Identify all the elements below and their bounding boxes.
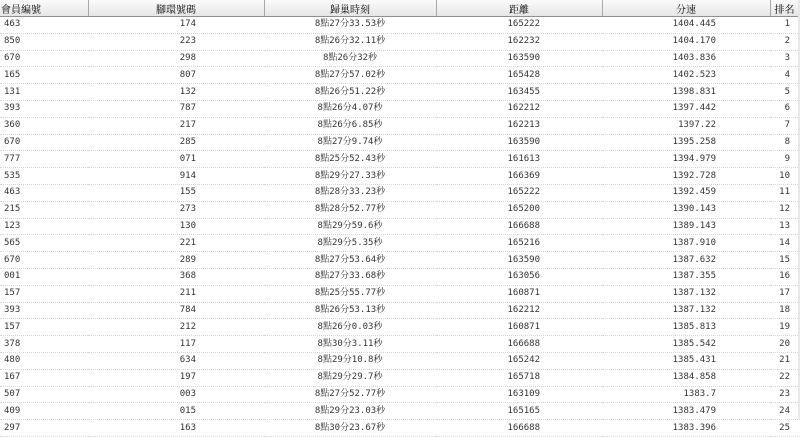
rank-cell: 24 — [770, 403, 800, 420]
rank-cell: 18 — [770, 302, 800, 319]
arrival-time-cell: 8點27分57.02秒 — [264, 67, 436, 84]
distance-cell: 162212 — [436, 302, 602, 319]
ring-number-cell: 289 — [88, 252, 264, 269]
arrival-time-cell: 8點26分32.11秒 — [264, 33, 436, 50]
ring-number-cell: 174 — [88, 17, 264, 34]
ring-number-cell: 285 — [88, 134, 264, 151]
speed-cell: 1383.479 — [602, 403, 770, 420]
arrival-time-cell: 8點29分23.03秒 — [264, 403, 436, 420]
rank-cell: 12 — [770, 201, 800, 218]
speed-cell: 1404.170 — [602, 33, 770, 50]
distance-cell: 163590 — [436, 252, 602, 269]
member-id-cell: 297 — [0, 420, 88, 437]
ring-number-cell: 015 — [88, 403, 264, 420]
member-id-cell: 378 — [0, 336, 88, 353]
arrival-time-cell: 8點30分23.67秒 — [264, 420, 436, 437]
rank-cell: 2 — [770, 33, 800, 50]
ring-number-cell: 217 — [88, 117, 264, 134]
rank-cell: 8 — [770, 134, 800, 151]
table-row[interactable] — [0, 403, 800, 420]
table-row[interactable] — [0, 319, 800, 336]
distance-cell: 163590 — [436, 50, 602, 67]
speed-cell: 1384.858 — [602, 369, 770, 386]
rank-cell: 15 — [770, 252, 800, 269]
distance-cell: 166369 — [436, 168, 602, 185]
member-id-cell: 157 — [0, 285, 88, 302]
table-row[interactable] — [0, 184, 800, 201]
member-id-cell: 463 — [0, 17, 88, 34]
rank-cell: 25 — [770, 420, 800, 437]
table-row[interactable] — [0, 67, 800, 84]
member-id-cell: 165 — [0, 67, 88, 84]
table-row[interactable] — [0, 268, 800, 285]
member-id-cell: 670 — [0, 50, 88, 67]
arrival-time-cell: 8點26分51.22秒 — [264, 84, 436, 101]
arrival-time-cell: 8點28分52.77秒 — [264, 201, 436, 218]
ring-number-cell: 807 — [88, 67, 264, 84]
table-row[interactable] — [0, 100, 800, 117]
distance-cell: 165222 — [436, 17, 602, 34]
table-row[interactable] — [0, 168, 800, 185]
member-id-cell: 360 — [0, 117, 88, 134]
distance-cell: 165165 — [436, 403, 602, 420]
distance-cell: 162232 — [436, 33, 602, 50]
speed-cell: 1390.143 — [602, 201, 770, 218]
ring-number-cell: 914 — [88, 168, 264, 185]
distance-cell: 163056 — [436, 268, 602, 285]
distance-cell: 165242 — [436, 352, 602, 369]
table-row[interactable] — [0, 285, 800, 302]
speed-cell: 1392.728 — [602, 168, 770, 185]
speed-cell: 1395.258 — [602, 134, 770, 151]
table-row[interactable] — [0, 134, 800, 151]
speed-cell: 1387.355 — [602, 268, 770, 285]
rank-cell: 11 — [770, 184, 800, 201]
member-id-cell: 565 — [0, 235, 88, 252]
table-row[interactable] — [0, 17, 800, 34]
member-id-cell: 850 — [0, 33, 88, 50]
distance-cell: 160871 — [436, 319, 602, 336]
arrival-time-cell: 8點26分32秒 — [264, 50, 436, 67]
member-id-cell: 393 — [0, 100, 88, 117]
speed-cell: 1387.632 — [602, 252, 770, 269]
speed-cell: 1392.459 — [602, 184, 770, 201]
table-row[interactable] — [0, 84, 800, 101]
member-id-cell: 001 — [0, 268, 88, 285]
table-row[interactable] — [0, 252, 800, 269]
arrival-time-cell: 8點27分53.64秒 — [264, 252, 436, 269]
arrival-time-cell: 8點26分4.07秒 — [264, 100, 436, 117]
member-id-cell: 157 — [0, 319, 88, 336]
table-row[interactable] — [0, 151, 800, 168]
rank-cell: 1 — [770, 17, 800, 34]
arrival-time-cell: 8點30分3.11秒 — [264, 336, 436, 353]
distance-cell: 166688 — [436, 336, 602, 353]
ring-number-cell: 784 — [88, 302, 264, 319]
ring-number-cell: 221 — [88, 235, 264, 252]
ring-number-cell: 273 — [88, 201, 264, 218]
speed-cell: 1385.813 — [602, 319, 770, 336]
speed-cell: 1398.831 — [602, 84, 770, 101]
column-header-speed[interactable]: 分速 — [602, 0, 770, 17]
speed-cell: 1387.132 — [602, 285, 770, 302]
distance-cell: 162213 — [436, 117, 602, 134]
arrival-time-cell: 8點29分59.6秒 — [264, 218, 436, 235]
column-header-rank[interactable]: 排名 — [770, 0, 800, 17]
ring-number-cell: 155 — [88, 184, 264, 201]
speed-cell: 1383.396 — [602, 420, 770, 437]
ring-number-cell: 223 — [88, 33, 264, 50]
table-row[interactable] — [0, 369, 800, 386]
rank-cell: 6 — [770, 100, 800, 117]
arrival-time-cell: 8點26分53.13秒 — [264, 302, 436, 319]
member-id-cell: 535 — [0, 168, 88, 185]
distance-cell: 163109 — [436, 386, 602, 403]
rank-cell: 4 — [770, 67, 800, 84]
arrival-time-cell: 8點29分5.35秒 — [264, 235, 436, 252]
table-row[interactable] — [0, 33, 800, 50]
header-row — [0, 0, 800, 17]
speed-cell: 1397.22 — [602, 117, 770, 134]
arrival-time-cell: 8點25分52.43秒 — [264, 151, 436, 168]
column-header-arrival-time[interactable]: 歸巢時刻 — [264, 0, 436, 17]
member-id-cell: 670 — [0, 134, 88, 151]
ring-number-cell: 787 — [88, 100, 264, 117]
column-header-member-id[interactable]: 會員編號 — [0, 0, 88, 17]
ring-number-cell: 130 — [88, 218, 264, 235]
arrival-time-cell: 8點27分9.74秒 — [264, 134, 436, 151]
table-row[interactable] — [0, 352, 800, 369]
arrival-time-cell: 8點26分0.03秒 — [264, 319, 436, 336]
ring-number-cell: 212 — [88, 319, 264, 336]
table-row[interactable] — [0, 201, 800, 218]
arrival-time-cell: 8點27分33.53秒 — [264, 17, 436, 34]
distance-cell: 166688 — [436, 218, 602, 235]
member-id-cell: 480 — [0, 352, 88, 369]
speed-cell: 1404.445 — [602, 17, 770, 34]
arrival-time-cell: 8點26分6.85秒 — [264, 117, 436, 134]
table-row[interactable] — [0, 117, 800, 134]
ring-number-cell: 117 — [88, 336, 264, 353]
speed-cell: 1385.431 — [602, 352, 770, 369]
speed-cell: 1387.132 — [602, 302, 770, 319]
column-header-distance[interactable]: 距離 — [436, 0, 602, 17]
arrival-time-cell: 8點25分55.77秒 — [264, 285, 436, 302]
rank-cell: 13 — [770, 218, 800, 235]
speed-cell: 1385.542 — [602, 336, 770, 353]
rank-cell: 23 — [770, 386, 800, 403]
rank-cell: 17 — [770, 285, 800, 302]
member-id-cell: 123 — [0, 218, 88, 235]
member-id-cell: 409 — [0, 403, 88, 420]
distance-cell: 163590 — [436, 134, 602, 151]
distance-cell: 163455 — [436, 84, 602, 101]
arrival-time-cell: 8點29分29.7秒 — [264, 369, 436, 386]
member-id-cell: 167 — [0, 369, 88, 386]
rank-cell: 5 — [770, 84, 800, 101]
rank-cell: 9 — [770, 151, 800, 168]
rank-cell: 22 — [770, 369, 800, 386]
table-row[interactable] — [0, 218, 800, 235]
ring-number-cell: 298 — [88, 50, 264, 67]
ring-number-cell: 132 — [88, 84, 264, 101]
ring-number-cell: 368 — [88, 268, 264, 285]
arrival-time-cell: 8點29分27.33秒 — [264, 168, 436, 185]
ring-number-cell: 197 — [88, 369, 264, 386]
arrival-time-cell: 8點27分33.68秒 — [264, 268, 436, 285]
member-id-cell: 215 — [0, 201, 88, 218]
member-id-cell: 670 — [0, 252, 88, 269]
ring-number-cell: 211 — [88, 285, 264, 302]
ring-number-cell: 634 — [88, 352, 264, 369]
speed-cell: 1387.910 — [602, 235, 770, 252]
member-id-cell: 393 — [0, 302, 88, 319]
table-row[interactable] — [0, 420, 800, 437]
member-id-cell: 777 — [0, 151, 88, 168]
distance-cell: 165200 — [436, 201, 602, 218]
member-id-cell: 463 — [0, 184, 88, 201]
arrival-time-cell: 8點29分10.8秒 — [264, 352, 436, 369]
table-row[interactable] — [0, 302, 800, 319]
speed-cell: 1397.442 — [602, 100, 770, 117]
speed-cell: 1403.836 — [602, 50, 770, 67]
rank-cell: 3 — [770, 50, 800, 67]
distance-cell: 161613 — [436, 151, 602, 168]
table-row[interactable] — [0, 336, 800, 353]
distance-cell: 165216 — [436, 235, 602, 252]
distance-cell: 166688 — [436, 420, 602, 437]
rank-cell: 20 — [770, 336, 800, 353]
speed-cell: 1389.143 — [602, 218, 770, 235]
ring-number-cell: 163 — [88, 420, 264, 437]
speed-cell: 1402.523 — [602, 67, 770, 84]
distance-cell: 165222 — [436, 184, 602, 201]
ring-number-cell: 071 — [88, 151, 264, 168]
distance-cell: 160871 — [436, 285, 602, 302]
speed-cell: 1394.979 — [602, 151, 770, 168]
rank-cell: 14 — [770, 235, 800, 252]
distance-cell: 162212 — [436, 100, 602, 117]
distance-cell: 165718 — [436, 369, 602, 386]
speed-cell: 1383.7 — [602, 386, 770, 403]
rank-cell: 21 — [770, 352, 800, 369]
arrival-time-cell: 8點27分52.77秒 — [264, 386, 436, 403]
arrival-time-cell: 8點28分33.23秒 — [264, 184, 436, 201]
rank-cell: 10 — [770, 168, 800, 185]
member-id-cell: 131 — [0, 84, 88, 101]
distance-cell: 165428 — [436, 67, 602, 84]
member-id-cell: 507 — [0, 386, 88, 403]
rank-cell: 19 — [770, 319, 800, 336]
column-header-ring-number[interactable]: 腳環號碼 — [88, 0, 264, 17]
table-row[interactable] — [0, 50, 800, 67]
table-row[interactable] — [0, 386, 800, 403]
ring-number-cell: 003 — [88, 386, 264, 403]
rank-cell: 16 — [770, 268, 800, 285]
table-row[interactable] — [0, 235, 800, 252]
rank-cell: 7 — [770, 117, 800, 134]
